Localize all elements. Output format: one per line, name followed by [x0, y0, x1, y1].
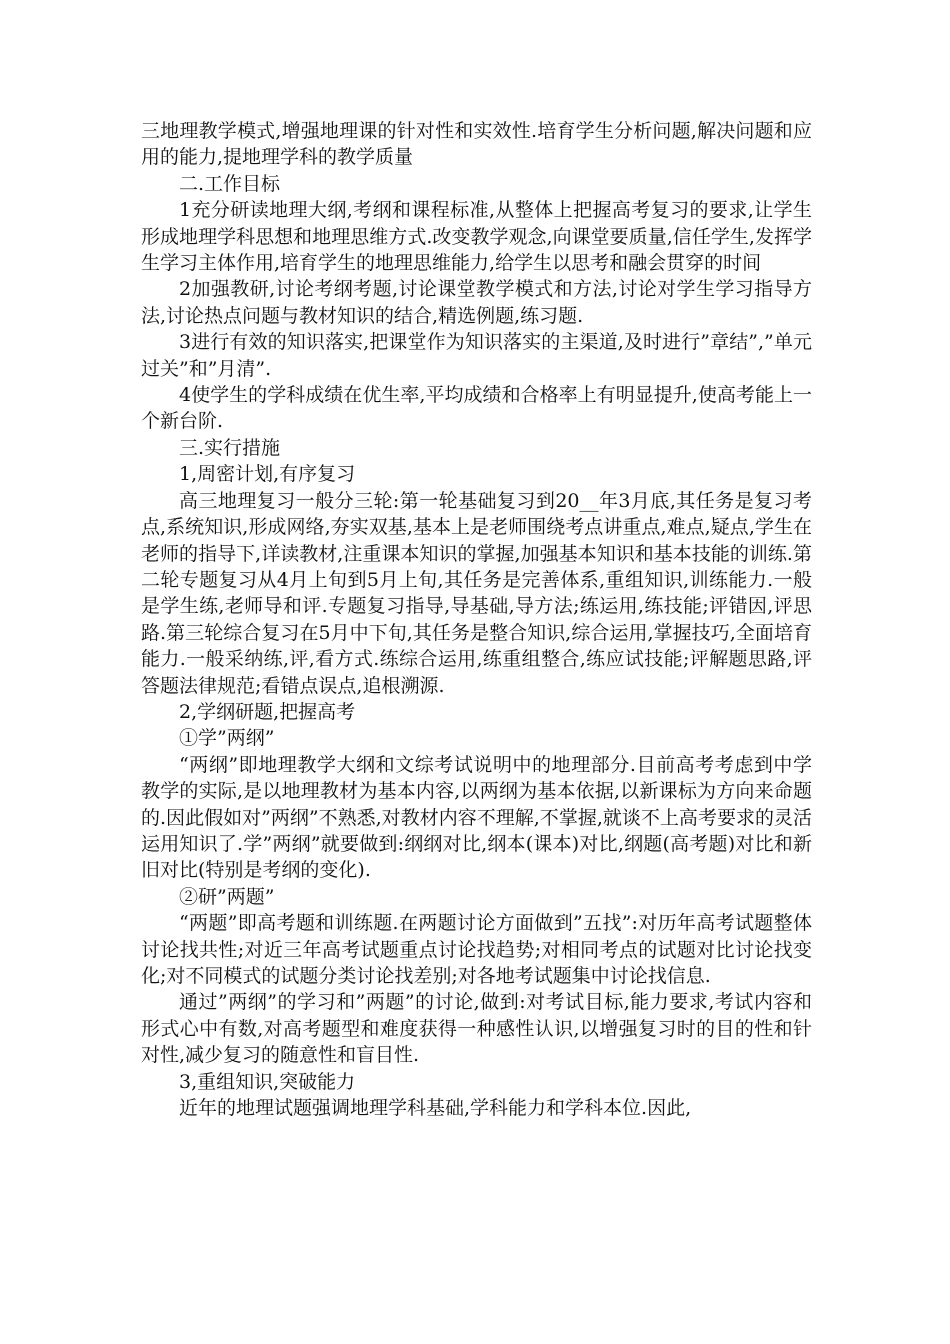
- subheading: 2,学纲研题,把握高考: [179, 700, 356, 723]
- subheading: ②研”两题”: [179, 885, 275, 908]
- paragraph: 三地理教学模式,增强地理课的针对性和实效性.培育学生分析问题,解决问题和应用的能力,提地理学科的教学质量: [141, 120, 812, 169]
- paragraph: 高三地理复习一般分三轮:第一轮基础复习到20__年3月底,其任务是复习考点,系统知识,形成网络,夯实双基,基本上是老师围绕考点讲重点,难点,疑点,学生在老师的指导下,详读教材,注重课本知识的掌握,加强基本知识和基本技能的训练.第二轮专题复习从4月上旬到5月上旬,其任务是完善体系,重组知识,训练能力.一般是学生练,老师导和评.专题复习指导,导基础,导方法;练运用,练技能;评错因,评思路.第三轮综合复习在5月中下旬,其任务是整合知识,综合运用,掌握技巧,全面培育能力.一般采纳练,评,看方式.练综合运用,练重组整合,练应试技能;评解题思路,评答题法律规范;看错点误点,追根溯源.: [141, 489, 812, 697]
- section-heading-goals: 二.工作目标: [179, 172, 281, 195]
- subheading: ①学”两纲”: [179, 727, 275, 750]
- subheading: 3,重组知识,突破能力: [179, 1070, 356, 1093]
- subheading: 1,周密计划,有序复习: [179, 463, 356, 486]
- paragraph: 3进行有效的知识落实,把课堂作为知识落实的主渠道,及时进行”章结”,”单元过关”和”月清”.: [141, 331, 812, 380]
- paragraph: 2加强教研,讨论考纲考题,讨论课堂教学模式和方法,讨论对学生学习指导方法,讨论热点问题与教材知识的结合,精选例题,练习题.: [141, 278, 812, 327]
- paragraph: 4使学生的学科成绩在优生率,平均成绩和合格率上有明显提升,使高考能上一个新台阶.: [141, 384, 812, 433]
- paragraph: 近年的地理试题强调地理学科基础,学科能力和学科本位.因此,: [179, 1097, 692, 1120]
- section-heading-measures: 三.实行措施: [179, 436, 281, 459]
- document-body: [141, 118, 812, 1121]
- paragraph: 通过”两纲”的学习和”两题”的讨论,做到:对考试目标,能力要求,考试内容和形式心中有数,对高考题型和难度获得一种感性认识,以增强复习时的目的性和针对性,减少复习的随意性和盲目性.: [141, 991, 812, 1067]
- paragraph: “两纲”即地理教学大纲和文综考试说明中的地理部分.目前高考考虑到中学教学的实际,是以地理教材为基本内容,以两纲为基本依据,以新课标为方向来命题的.因此假如对”两纲”不熟悉,对教材内容不理解,不掌握,就谈不上高考要求的灵活运用知识了.学”两纲”就要做到:纲纲对比,纲本(课本)对比,纲题(高考题)对比和新旧对比(特别是考纲的变化).: [141, 753, 812, 882]
- paragraph: 1充分研读地理大纲,考纲和课程标准,从整体上把握高考复习的要求,让学生形成地理学科思想和地理思维方式.改变教学观念,向课堂要质量,信任学生,发挥学生学习主体作用,培育学生的地理思维能力,给学生以思考和融会贯穿的时间: [141, 199, 812, 275]
- paragraph: “两题”即高考题和训练题.在两题讨论方面做到”五找”:对历年高考试题整体讨论找共性;对近三年高考试题重点讨论找趋势;对相同考点的试题对比讨论找变化;对不同模式的试题分类讨论找差别;对各地考试题集中讨论找信息.: [141, 912, 812, 987]
